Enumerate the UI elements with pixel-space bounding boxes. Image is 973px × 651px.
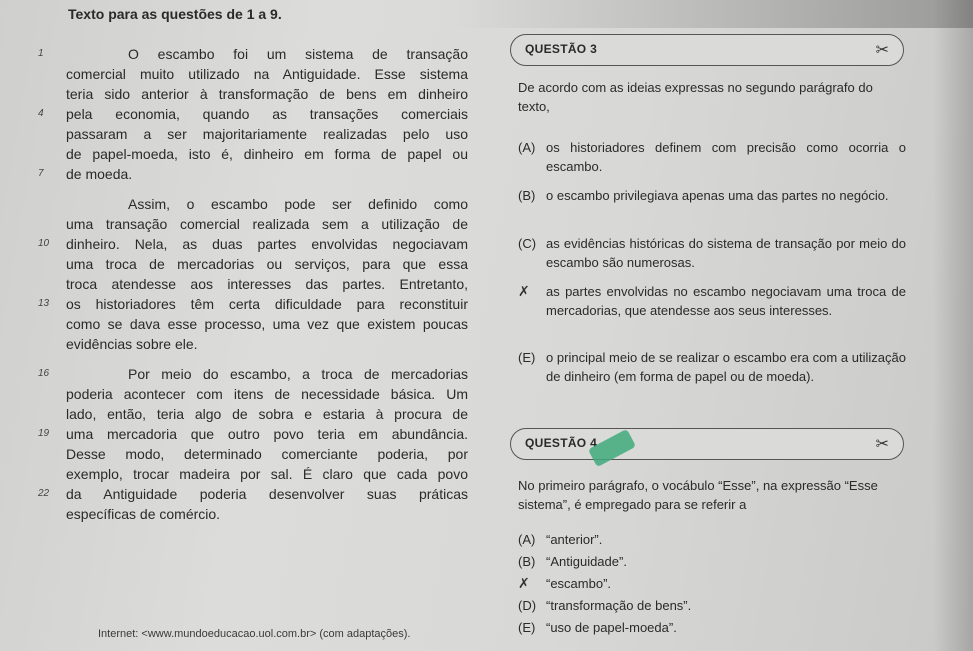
question-4-option-d[interactable] [518, 596, 906, 615]
option-text: “Antiguidade”. [546, 554, 627, 569]
line-text: pela economia, quando as transações comerciais [66, 106, 468, 122]
line-text: Por meio do escambo, a troca de mercadorias [128, 366, 468, 382]
line-text: evidências sobre ele. [66, 336, 198, 352]
passage-line [38, 334, 468, 354]
passage-line [38, 44, 468, 64]
question-4-option-b[interactable] [518, 552, 906, 571]
line-number: 4 [38, 108, 44, 119]
option-letter: (C) [518, 236, 537, 251]
passage-line [38, 294, 468, 314]
passage-source: Internet: <www.mundoeducacao.uol.com.br> (com adaptações). [98, 628, 411, 640]
line-text: específicas de comércio. [66, 506, 221, 522]
line-text: dinheiro. Nela, as duas partes envolvidas negociavam [66, 236, 468, 252]
question-4-banner [510, 428, 904, 460]
passage-line [38, 64, 468, 84]
line-text: da Antiguidade poderia desenvolver suas práticas [66, 486, 468, 502]
passage-text [38, 44, 468, 524]
passage-line [38, 84, 468, 104]
line-text: comercial muito utilizado na Antiguidade. Esse sistema [66, 66, 468, 82]
question-4-stem: No primeiro parágrafo, o vocábulo “Esse”, na expressão “Esse sistema”, é empregado para se referir a [518, 478, 878, 512]
option-text: o escambo privilegiava apenas uma das partes no negócio. [546, 188, 889, 203]
line-text: passaram a ser majoritariamente realizadas pelo uso [66, 126, 468, 142]
option-letter: (B) [518, 554, 536, 569]
question-3-banner [510, 34, 904, 66]
question-4-option-e[interactable] [518, 618, 906, 637]
cross-mark-icon: ✗ [518, 283, 530, 299]
line-text: troca atendesse aos interesses das partes. Entretanto, [66, 276, 468, 292]
question-3-option-b[interactable] [518, 186, 906, 205]
page-shadow-right [933, 0, 973, 651]
passage-line [38, 404, 468, 424]
passage-line [38, 214, 468, 234]
question-4-option-a[interactable] [518, 530, 906, 549]
line-number: 16 [38, 368, 50, 379]
passage-line [38, 234, 468, 254]
passage-line [38, 274, 468, 294]
question-4-label: QUESTÃO 4 [525, 436, 598, 450]
option-letter: (B) [518, 188, 536, 203]
option-letter: (A) [518, 140, 536, 155]
line-number: 1 [38, 48, 44, 59]
question-4-option-c[interactable] [518, 574, 906, 593]
line-text: Desse modo, determinado comerciante poderia, por [66, 446, 468, 462]
option-text: o principal meio de se realizar o escambo era com a utilização de dinheiro (em forma de papel ou de moeda). [546, 350, 906, 384]
line-text: poderia acontecer com itens de necessidade básica. Um [66, 386, 468, 402]
line-text: O escambo foi um sistema de transação [128, 46, 468, 62]
cross-mark-icon: ✗ [518, 575, 530, 591]
passage-line [38, 364, 468, 384]
option-text: “escambo”. [546, 576, 612, 591]
passage-line [38, 424, 468, 444]
line-text: Assim, o escambo pode ser definido como [128, 196, 468, 212]
option-text: “uso de papel-moeda”. [546, 620, 677, 635]
passage-line [38, 314, 468, 334]
question-3-option-a[interactable] [518, 138, 906, 176]
line-text: uma transação comercial realizada sem a utilização de [66, 216, 468, 232]
line-text: uma mercadoria que outro povo teria em abundância. [66, 426, 468, 442]
passage-line [38, 384, 468, 404]
option-letter: (E) [518, 350, 536, 365]
option-text: as partes envolvidas no escambo negociavam uma troca de mercadorias, que atendesse aos seus interesses. [546, 284, 906, 318]
line-text: de papel-moeda, isto é, dinheiro em forma de papel ou [66, 146, 468, 162]
line-text: exemplo, trocar madeira por sal. É claro que cada povo [66, 466, 468, 482]
scissors-icon: ✂ [875, 436, 889, 453]
scissors-icon: ✂ [875, 42, 889, 59]
passage-line [38, 254, 468, 274]
question-3-option-e[interactable] [518, 348, 906, 386]
question-3-stem: De acordo com as ideias expressas no segundo parágrafo do texto, [518, 80, 873, 114]
option-letter: (D) [518, 598, 537, 613]
question-3-option-d[interactable] [518, 282, 906, 320]
line-number: 19 [38, 428, 50, 439]
option-letter: (A) [518, 532, 536, 547]
passage-line [38, 144, 468, 164]
passage-line [38, 104, 468, 124]
passage-heading: Texto para as questões de 1 a 9. [68, 6, 282, 22]
option-text: “transformação de bens”. [546, 598, 692, 613]
option-text: as evidências históricas do sistema de transação por meio do escambo são numerosas. [546, 236, 906, 270]
line-number: 22 [38, 488, 50, 499]
passage-line [38, 444, 468, 464]
question-3-label: QUESTÃO 3 [525, 42, 598, 56]
passage-line [38, 164, 468, 184]
line-number: 13 [38, 298, 50, 309]
page-shadow-top [450, 0, 973, 28]
line-text: teria sido anterior à transformação de bens em dinheiro [66, 86, 468, 102]
line-text: uma troca de mercadorias ou serviços, para que essa [66, 256, 468, 272]
passage-line [38, 484, 468, 504]
option-letter: (E) [518, 620, 536, 635]
line-number: 7 [38, 168, 44, 179]
passage-line [38, 464, 468, 484]
question-3-option-c[interactable] [518, 234, 906, 272]
option-text: os historiadores definem com precisão como ocorria o escambo. [546, 140, 906, 174]
passage-line [38, 124, 468, 144]
line-text: de moeda. [66, 166, 133, 182]
line-text: lado, então, teria algo de sobra e estaria à procura de [66, 406, 468, 422]
line-text: os historiadores têm certa dificuldade para reconstituir [66, 296, 468, 312]
line-number: 10 [38, 238, 50, 249]
passage-line [38, 194, 468, 214]
passage-line [38, 504, 468, 524]
option-text: “anterior”. [546, 532, 603, 547]
line-text: como se dava esse processo, uma vez que existem poucas [66, 316, 468, 332]
